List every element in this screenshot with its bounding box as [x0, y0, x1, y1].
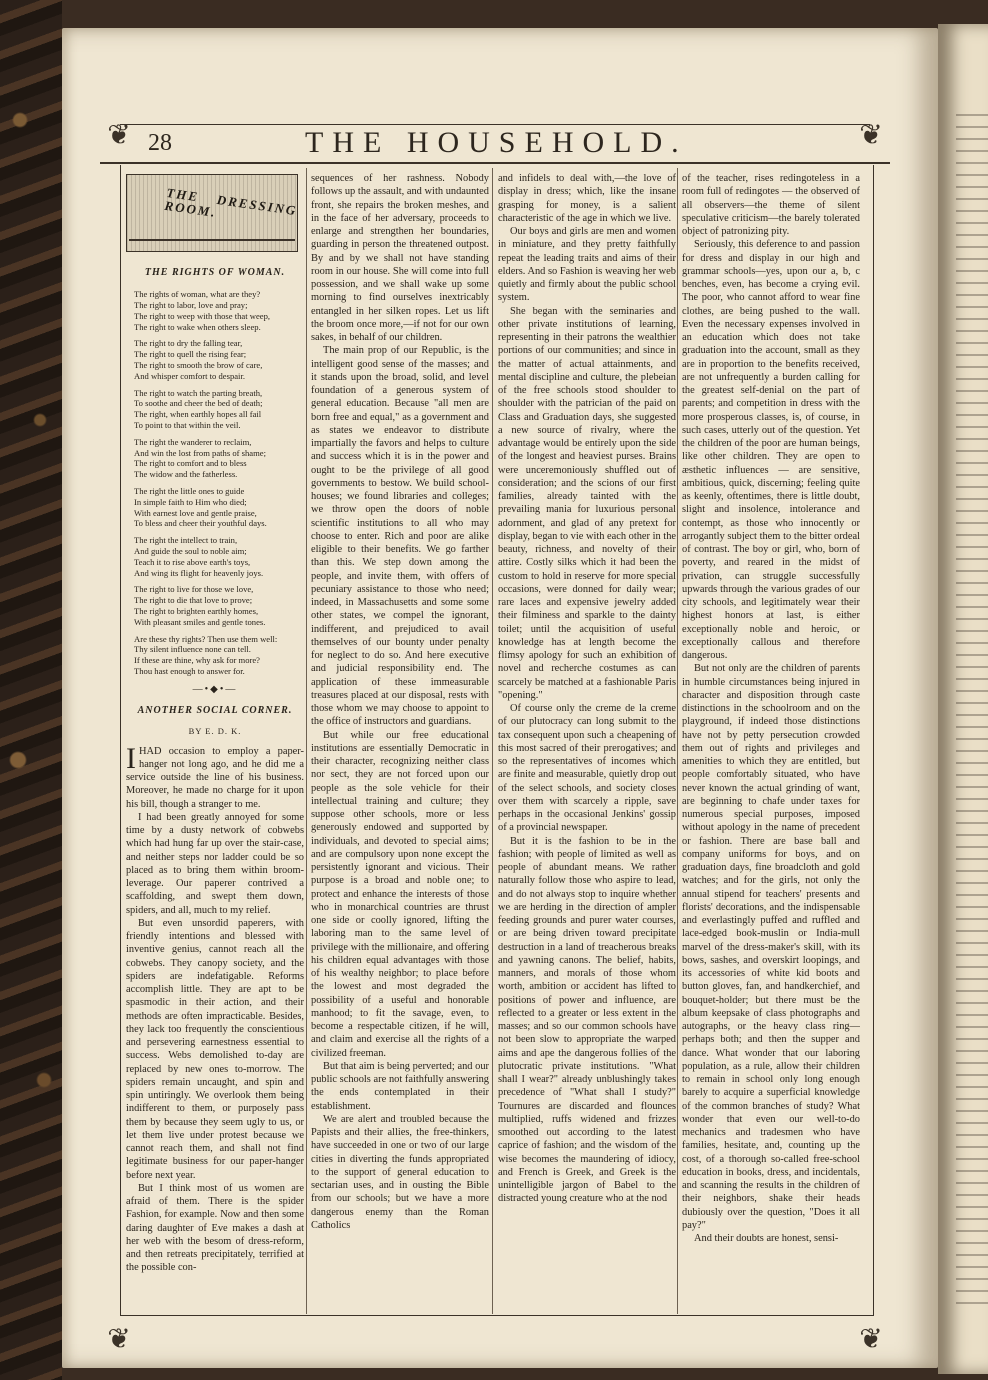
column-2 — [311, 172, 489, 1312]
poem-line: To soothe and cheer the bed of death; — [134, 398, 263, 409]
article-paragraph: She began with the seminaries and other private institutions of learning, representing in their patrons the wealthier portions of our communities; and since in the matter of actual attainments, and mental discipline and culture, the plebeian of the free schools stood shoulder to shoulder with the patrician of the paid on Class and Graduation days, she suggested a new source of rivalry, where the advantage would be entirely upon the side of the longest and heaviest purses. Brains were unceremoniously shuffled out of consideration; and the scions of our first families, already tainted with the prevailing mania for luxurious personal adornment, and glad of any pretext for display, began to vie with each other in the beauty, richness, and novelty of their attire. Costly silks which it had been the custom to hold in reserve for more special occasions, were donned for daily wear; rare laces and expensive jewelry added their filminess and sparkle to the dainty toilet; until the acquisition of useful knowledge has at length become the flimsy apology for such an exhibition of novel and recherche costumes as can scarcely be matched at a fashionable Paris "opening." — [498, 305, 676, 701]
article-column-1 — [126, 741, 304, 1275]
page-header — [100, 118, 890, 168]
corner-ornament-icon: ❦ — [107, 1324, 131, 1355]
frame-rule — [120, 165, 121, 1315]
poem-line: The right to weep with those that weep, — [134, 310, 271, 321]
poem-stanza — [134, 535, 304, 578]
column-rule — [306, 168, 307, 1314]
poem-line: The widow and the fatherless. — [134, 469, 238, 480]
poem-title: THE RIGHTS OF WOMAN. — [144, 267, 286, 278]
poem-line: With pleasant smiles and gentle tones. — [134, 616, 266, 627]
poem-stanza — [134, 486, 304, 529]
article-column-2 — [311, 172, 489, 1232]
drop-cap: I — [126, 741, 136, 775]
column-4 — [682, 172, 860, 1312]
article-paragraph: of the teacher, rises redingoteless in a room full of redingotes — the observed of all observers—the theme of silent speculative criticism—the barely tolerated object of patronizing pity. — [682, 173, 860, 237]
column-rule — [677, 168, 678, 1314]
column-1 — [126, 172, 304, 1312]
article-paragraph: Our boys and girls are men and women in miniature, and they pretty faithfully repeat the leading traits and aims of their elders. And so Fashion is weaving her web quietly and firmly about the public school system. — [498, 226, 676, 304]
article-paragraph: But while our free educational institutions are essentially Democratic in their character, recognizing neither class nor sect, they are not forced upon our people as the sole vehicle for their intellectual training and culture; they suppose other schools, more or less generously endowed and supported by individuals, and devoted to special aims; and are compulsory upon none except the persistently ignorant and vicious. Their purpose is a broad and noble one; to protect and enhance the interests of those who in monarchical countries are thrust one side or coolly ignored, lifting the laboring man to the same level of privilege with the millionaire, and offering his children equal advantages with those of his wealthy neighbor; to place before the lowest and most degraded the possibility of a useful and honorable manhood; to fit the savage, even, to become a respectable citizen, if he will, and claim and exercise all the rights of a civilized freeman. — [311, 729, 489, 1059]
article-title: ANOTHER SOCIAL CORNER. — [137, 705, 293, 716]
article-paragraph: And their doubts are honest, sensi- — [694, 1233, 839, 1244]
poem-line: Teach it to rise above earth's toys, — [134, 556, 251, 567]
poem-body — [126, 289, 304, 677]
poem-stanza — [134, 338, 304, 381]
poem-line: And win the lost from paths of shame; — [134, 447, 266, 458]
poem-line: Are these thy rights? Then use them well: — [134, 633, 278, 644]
poem-line: Thou hast enough to answer for. — [134, 665, 245, 676]
header-rule — [120, 124, 870, 125]
facing-page-edge — [938, 24, 988, 1374]
poem-line: If these are thine, why ask for more? — [134, 655, 260, 666]
header-rule — [100, 162, 890, 164]
poem-stanza — [134, 437, 304, 480]
poem-line: The right the little ones to guide — [134, 486, 245, 496]
poem-line: And whisper comfort to despair. — [134, 370, 245, 381]
poem-line: The right to quell the rising fear; — [134, 349, 247, 360]
corner-ornament-icon: ❦ — [859, 120, 883, 151]
article-paragraph: The main prop of our Republic, is the intelligent good sense of the masses; and it stands upon the broad, solid, and level foundation of a generous system of general education. Because "all men are born free and equal," as a government and as states we endeavor to distribute impartially the favors and helps to culture and success which it is in the power and ought to be the privilege of all good governments to bestow. We build school-houses; we found libraries and colleges; we throw open the doors of noble scientific institutions to all who may choose to enter. Rich and poor are alike eligible to their benefits. We go farther than this. We step down among the people, and invite them, with offers of pecuniary assistance to those who need; indeed, in Massachusetts and some some other states, we compel the ignorant, indifferent, and prejudiced to avail themselves of our bounty under penalty for neglect to do so. And here executive and judicial responsibility end. The application of these immeasurable treasures placed at our disposal, rests with those whom we may choose to appoint to the office of instructors and guardians. — [311, 345, 489, 728]
poem-line: The right to brighten earthly homes, — [134, 605, 259, 616]
poem-line: And guide the soul to noble aim; — [134, 545, 247, 556]
frame-rule — [873, 165, 874, 1315]
poem-line: The right to smooth the brow of care, — [134, 360, 263, 371]
poem-line: The right the intellect to train, — [134, 535, 238, 546]
article-paragraph: and infidels to deal with,—the love of display in dress; which, like the insane grasping for money, is a salient characteristic of the age in which we live. — [498, 173, 676, 224]
poem-line: The right to dry the falling tear, — [134, 338, 243, 349]
poem-stanza — [134, 289, 304, 332]
corner-ornament-icon: ❦ — [107, 120, 131, 151]
poem-line: And wing its flight for heavenly joys. — [134, 567, 264, 578]
article-paragraph: But even unsordid paperers, with friendly intentions and blessed with inventive genius, cannot reach all the cobwebs. They canopy society, and the spiders are indefatigable. Reforms accomplish little. They are apt to be spasmodic in their action, and their methods are often impracticable. Besides, they lack too frequently the conscientious and persevering earnestness essential to success. Webs demolished to-day are replaced by new ones to-morrow. The spiders remain uncaught, and spin and spin untiringly. We overlook them being indifferent to them, or purposely pass them by because they seem ugly to us, or let them live under protest because we cannot reach them, and shall not find legitimate business for our paper-hanger before next year. — [126, 917, 304, 1181]
dressing-room-illustration — [126, 174, 298, 252]
article-column-3 — [498, 172, 676, 1206]
poem-line: The right to die that love to prove; — [134, 595, 253, 606]
frame-rule — [120, 1315, 874, 1316]
poem-line: Thy silent influence none can tell. — [134, 644, 251, 655]
article-paragraph: sequences of her rashness. Nobody follows up the assault, and with undaunted front, she repairs the broken meshes, and in the face of her adversary, proceeds to enlarge and strengthen her boundaries, guarding in person the threatened outpost. By and by we shall not have standing room in our house. She will come into full possession, and we shall wake up some morning to find ourselves inextricably entangled in her silken ropes. Let us lift the broom once more,—if not for our own sakes, in behalf of our children. — [311, 173, 489, 343]
poem-stanza — [134, 584, 304, 627]
poem-line: The right to wake when others sleep. — [134, 321, 261, 332]
poem-stanza — [134, 388, 304, 431]
masthead-label: THE DRESSING ROOM. — [163, 184, 299, 221]
poem-line: With earnest love and gentle praise, — [134, 507, 257, 518]
poem-line: The rights of woman, what are they? — [134, 289, 261, 300]
article-paragraph: But I think most of us women are afraid of them. There is the spider Fashion, for example. Now and then some daring daughter of Eve makes a dash at her web with the besom of dress-reform, and then retreats precipitately, terrified at the possible con- — [126, 1182, 304, 1274]
corner-ornament-icon: ❦ — [859, 1324, 883, 1355]
poem-line: In simple faith to Him who died; — [134, 496, 247, 507]
poem-line: The right the wanderer to reclaim, — [134, 436, 252, 447]
page-number: 28 — [148, 130, 172, 156]
poem-line: The right to comfort and to bless — [134, 458, 247, 469]
article-paragraph: But not only are the children of parents in humble circumstances being injured in character and disposition through caste distinctions in the schoolroom and on the playground, if indeed those distinctions have not by petty persecution crowded them out of rights and privileges and amenities to which they are entitled, but people comfortably situated, who have never known the actual grinding of want, are beginning to chafe under taxes for numerous special purposes, imposed without apology in the name of precedent or fashion. There are base ball and company uniforms for boys, and on graduation days, fine broadcloth and gold watches; and for the girls, not only the annual stipend for teachers' presents and florists' decorations, and the indispensable and everlastingly puffed and ruffled and lace-edged book-muslin or India-mull marvel of the dress-maker's skill, with its bows, sashes, and overskirt loopings, and its accessories of white kid boots and button gloves, fan, and handkerchief, and bouquet-holder; but there must be the album keepsake of class photographs and autographs, or the heavy class ring—perhaps both; and then the supper and dance. What wonder that our laboring population, as a rule, allow their children to remain in school only long enough barely to acquire a superficial knowledge of the common branches of study? What wonder that even our well-to-do mechanics and tradesmen who have families, hesitate, and, counting up the cost, of a thorough so-called free-school education in books, dress, and incidentals, and scanning the results in the children of their neighbors, shake their heads dubiously over the question, "Does it all pay?" — [682, 663, 860, 1231]
column-rule — [492, 168, 493, 1314]
paragraph-text: HAD occasion to employ a paper-hanger not long ago, and he did me a service outside the line of his business. Moreover, he made no charge for it upon his bill, though a stranger to me. — [126, 745, 304, 810]
article-paragraph: Seriously, this deference to and passion for dress and display in our high and grammar schools—yes, upon our a, b, c benches, even, has become a crying evil. The poor, who cannot afford to wear fine clothes, are being pushed to the wall. Even the necessary expenses involved in an education which does not take graduation into the account, small as they are in proportion to the benefits received, are not unfrequently a burden calling for the greatest self-denial on the part of parents; and competition in dress with the more prosperous classes, is, of course, in such cases, utterly out of the question. Yet the children of the poor are human beings, like other children. They are open to æsthetic influences — are sensitive, ambitious, quick, discerning; feeling quite as keenly, oftentimes, there is little doubt, slight and insolence, intolerance and contempt, as those who innocently or arrogantly subject them to the bitter ordeal of contrast. The boy or girl, who, born of poverty, and reared in the midst of privation, can struggle successfully upwards through the various grades of our city schools, and legitimately wear their highest honors at last, is either exceptionally noble and heroic, or exceptionally callous and therefore dangerous. — [682, 239, 860, 661]
article-paragraph: Of course only the creme de la creme of our plutocracy can long submit to the tax consequent upon such a cheapening of this most sacred of their prerogatives; and so the representatives of incomes which are finite and measurable, quietly drop out of the select schools, and society closes over them with scarcely a ripple, save perhaps in the occasional Jenkins' gossip of a provincial newspaper. — [498, 703, 676, 834]
article-paragraph: But it is the fashion to be in the fashion; with people of limited as well as people of abundant means. We rather naturally follow those who aspire to lead, and do not always stop to inquire whether we are herding in the direction of ampler feeding grounds and purer water courses, or are being driven toward precipitate destruction in a land of treacherous breaks and yawning canons. The belief, habits, manners, and morals of those whom worth, ambition or accident has lifted to positions of power and influence, are reflected to a greater or less extent in the masses; and so our common schools have not been slow to appropriate the warped aims and ape the dangerous follies of the plutocratic private institutions. "What shall I wear?" already unblushingly takes precedence of "What shall I study?" Tournures are discarded and flounces multiplied, ruffs widened and frizzes smoothed out according to the latest caprice of fashion; and the wisdom of the wise becomes the maundering of idiocy, and French is Greek, and Greek is the unintelligible jargon of Babel to the distracted young creature who at the nod — [498, 835, 676, 1205]
poem-line: To bless and cheer their youthful days. — [134, 518, 267, 529]
running-title: THE HOUSEHOLD. — [305, 126, 688, 159]
poem-line: The right, when earthly hopes all fail — [134, 409, 262, 420]
poem-line: The right to watch the parting breath, — [134, 387, 263, 398]
article-byline: BY E. D. K. — [188, 726, 242, 737]
facing-page-text — [956, 114, 988, 1314]
section-divider-icon: —•◆•— — [192, 683, 238, 695]
poem-line: The right to live for those we love, — [134, 584, 254, 595]
column-3 — [498, 172, 676, 1312]
poem-stanza — [134, 634, 304, 677]
article-paragraph — [126, 741, 304, 811]
illustration-shelf — [129, 239, 295, 241]
article-column-4 — [682, 172, 860, 1245]
poem-line: To point to that within the veil. — [134, 420, 241, 431]
article-paragraph: I had been greatly annoyed for some time by a dusty network of cobwebs which had hung far up over the stair-case, and neither steps nor ladder could be so placed as to bring them within broom-leverage. Our paperer contrived a scaffolding, and swept them down, spiders, and all, much to my relief. — [126, 811, 304, 916]
article-paragraph: We are alert and troubled because the Papists and their allies, the free-thinkers, have succeeded in one or two of our large cities in diverting the funds appropriated to the support of general education to sectarian uses, and in ousting the Bible from our schools; but we have a more dangerous enemy than the Roman Catholics — [311, 1113, 489, 1231]
poem-line: The right to labor, love and pray; — [134, 300, 248, 311]
article-paragraph: But that aim is being perverted; and our public schools are not faithfully answering the ends contemplated in their establishment. — [311, 1060, 489, 1112]
book-cover-edge — [0, 0, 62, 1380]
